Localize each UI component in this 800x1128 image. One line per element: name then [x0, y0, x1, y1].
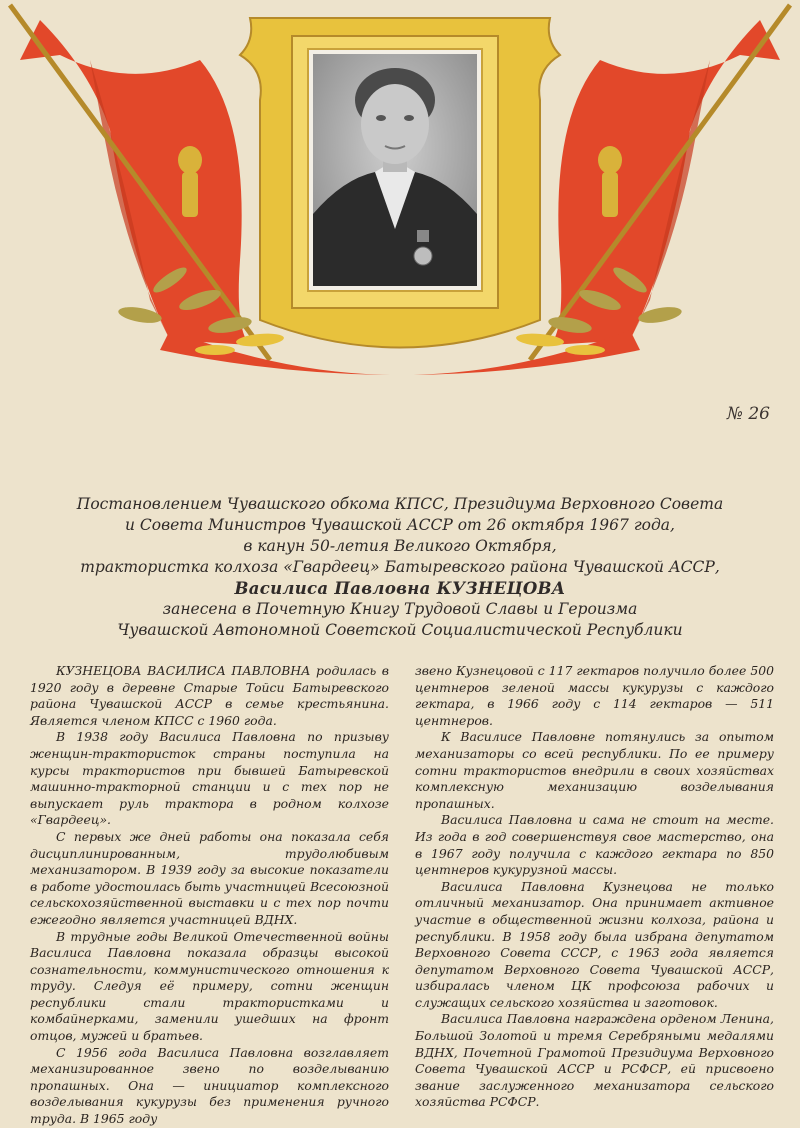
- biography-paragraph: Василиса Павловна награждена орденом Ленина, Большой Золотой и тремя Серебряными медалями ВДНХ, Почетной Грамотой Президиума Верховного Совета Чувашской АССР и РСФСР, ей присвоено звание заслуженного механизатора сельского хозяйства РСФСР.: [415, 1011, 774, 1110]
- biography-left-column: [30, 663, 389, 1127]
- biography-paragraph: КУЗНЕЦОВА ВАСИЛИСА ПАВЛОВНА родилась в 1920 году в деревне Старые Тойси Батыревского района Чувашской АССР в семье крестьянина. Является членом КПСС с 1960 года.: [30, 663, 389, 728]
- biography-paragraph: В трудные годы Великой Отечественной войны Василиса Павловна показала образцы высокой сознательности, коммунистического отношения к труду. Следуя её примеру, сотни женщин республики стали трактористками и комбайнерками, заменили ушедших на фронт отцов, мужей и братьев.: [30, 928, 389, 1044]
- decree-line: в канун 50-летия Великого Октября,: [243, 537, 557, 555]
- decree-line: занесена в Почетную Книгу Трудовой Славы и Героизма: [162, 600, 638, 618]
- decree-line: и Совета Министров Чувашской АССР от 26 октября 1967 года,: [125, 516, 675, 534]
- decree-line: Чувашской Автономной Советской Социалистической Республики: [117, 621, 683, 639]
- biography-columns: [30, 663, 774, 1127]
- biography-paragraph: К Василисе Павловне потянулись за опытом механизаторы со всей республики. По ее примеру сотни трактористов внедрили в своих хозяйствах комплексную механизацию возделывания пропашных.: [415, 729, 774, 811]
- decree-line: Постановлением Чувашского обкома КПСС, Президиума Верховного Совета: [76, 495, 724, 513]
- biography-paragraph: Василиса Павловна Кузнецова не только отличный механизатор. Она принимает активное участие в общественной жизни колхоза, района и республики. В 1958 году была избрана депутатом Верховного Совета СССР, с 1963 года является депутатом Верховного Совета Чувашской АССР, избиралась членом ЦК профсоюза рабочих и служащих сельского хозяйства и заготовок.: [415, 878, 774, 1010]
- portrait-frame: [309, 50, 481, 290]
- biography-paragraph: С первых же дней работы она показала себя дисциплинированным, трудолюбивым механизатором. В 1939 году за высокие показатели в работе удостоилась быть участницей Всесоюзной сельскохозяйственной выставки и с тех пор почти ежегодно является участницей ВДНХ.: [30, 828, 389, 927]
- biography-paragraph: Василиса Павловна и сама не стоит на месте. Из года в год совершенствуя свое мастерство, она в 1967 году получила с каждого гектара по 850 центнеров кукурузной массы.: [415, 812, 774, 878]
- decree-line: трактористка колхоза «Гвардеец» Батыревского района Чувашской АССР,: [80, 558, 720, 576]
- biography-right-column: [415, 663, 774, 1110]
- biography-paragraph-continued: звено Кузнецовой с 117 гектаров получило более 500 центнеров зеленой массы кукурузы с каждого гектара, в 1966 году с 114 гектаров — 511 центнеров.: [415, 663, 774, 728]
- portrait-photo: [313, 54, 477, 286]
- biography-paragraph: В 1938 году Василиса Павловна по призыву женщин-трактористок страны поступила на курсы трактористов при бывшей Батыревской машинно-тракторной станции и с тех пор не выпускает руль трактора в родном колхозе «Гвардеец».: [30, 729, 389, 828]
- record-number: № 26: [726, 404, 770, 424]
- honoree-name: Василиса Павловна КУЗНЕЦОВА: [234, 579, 566, 598]
- biography-paragraph: С 1956 года Василиса Павловна возглавляет механизированное звено по возделыванию пропашных. Она — инициатор комплексного возделывания кукурузы без применения ручного труда. В 1965 году: [30, 1044, 389, 1127]
- decree-block: [60, 494, 740, 641]
